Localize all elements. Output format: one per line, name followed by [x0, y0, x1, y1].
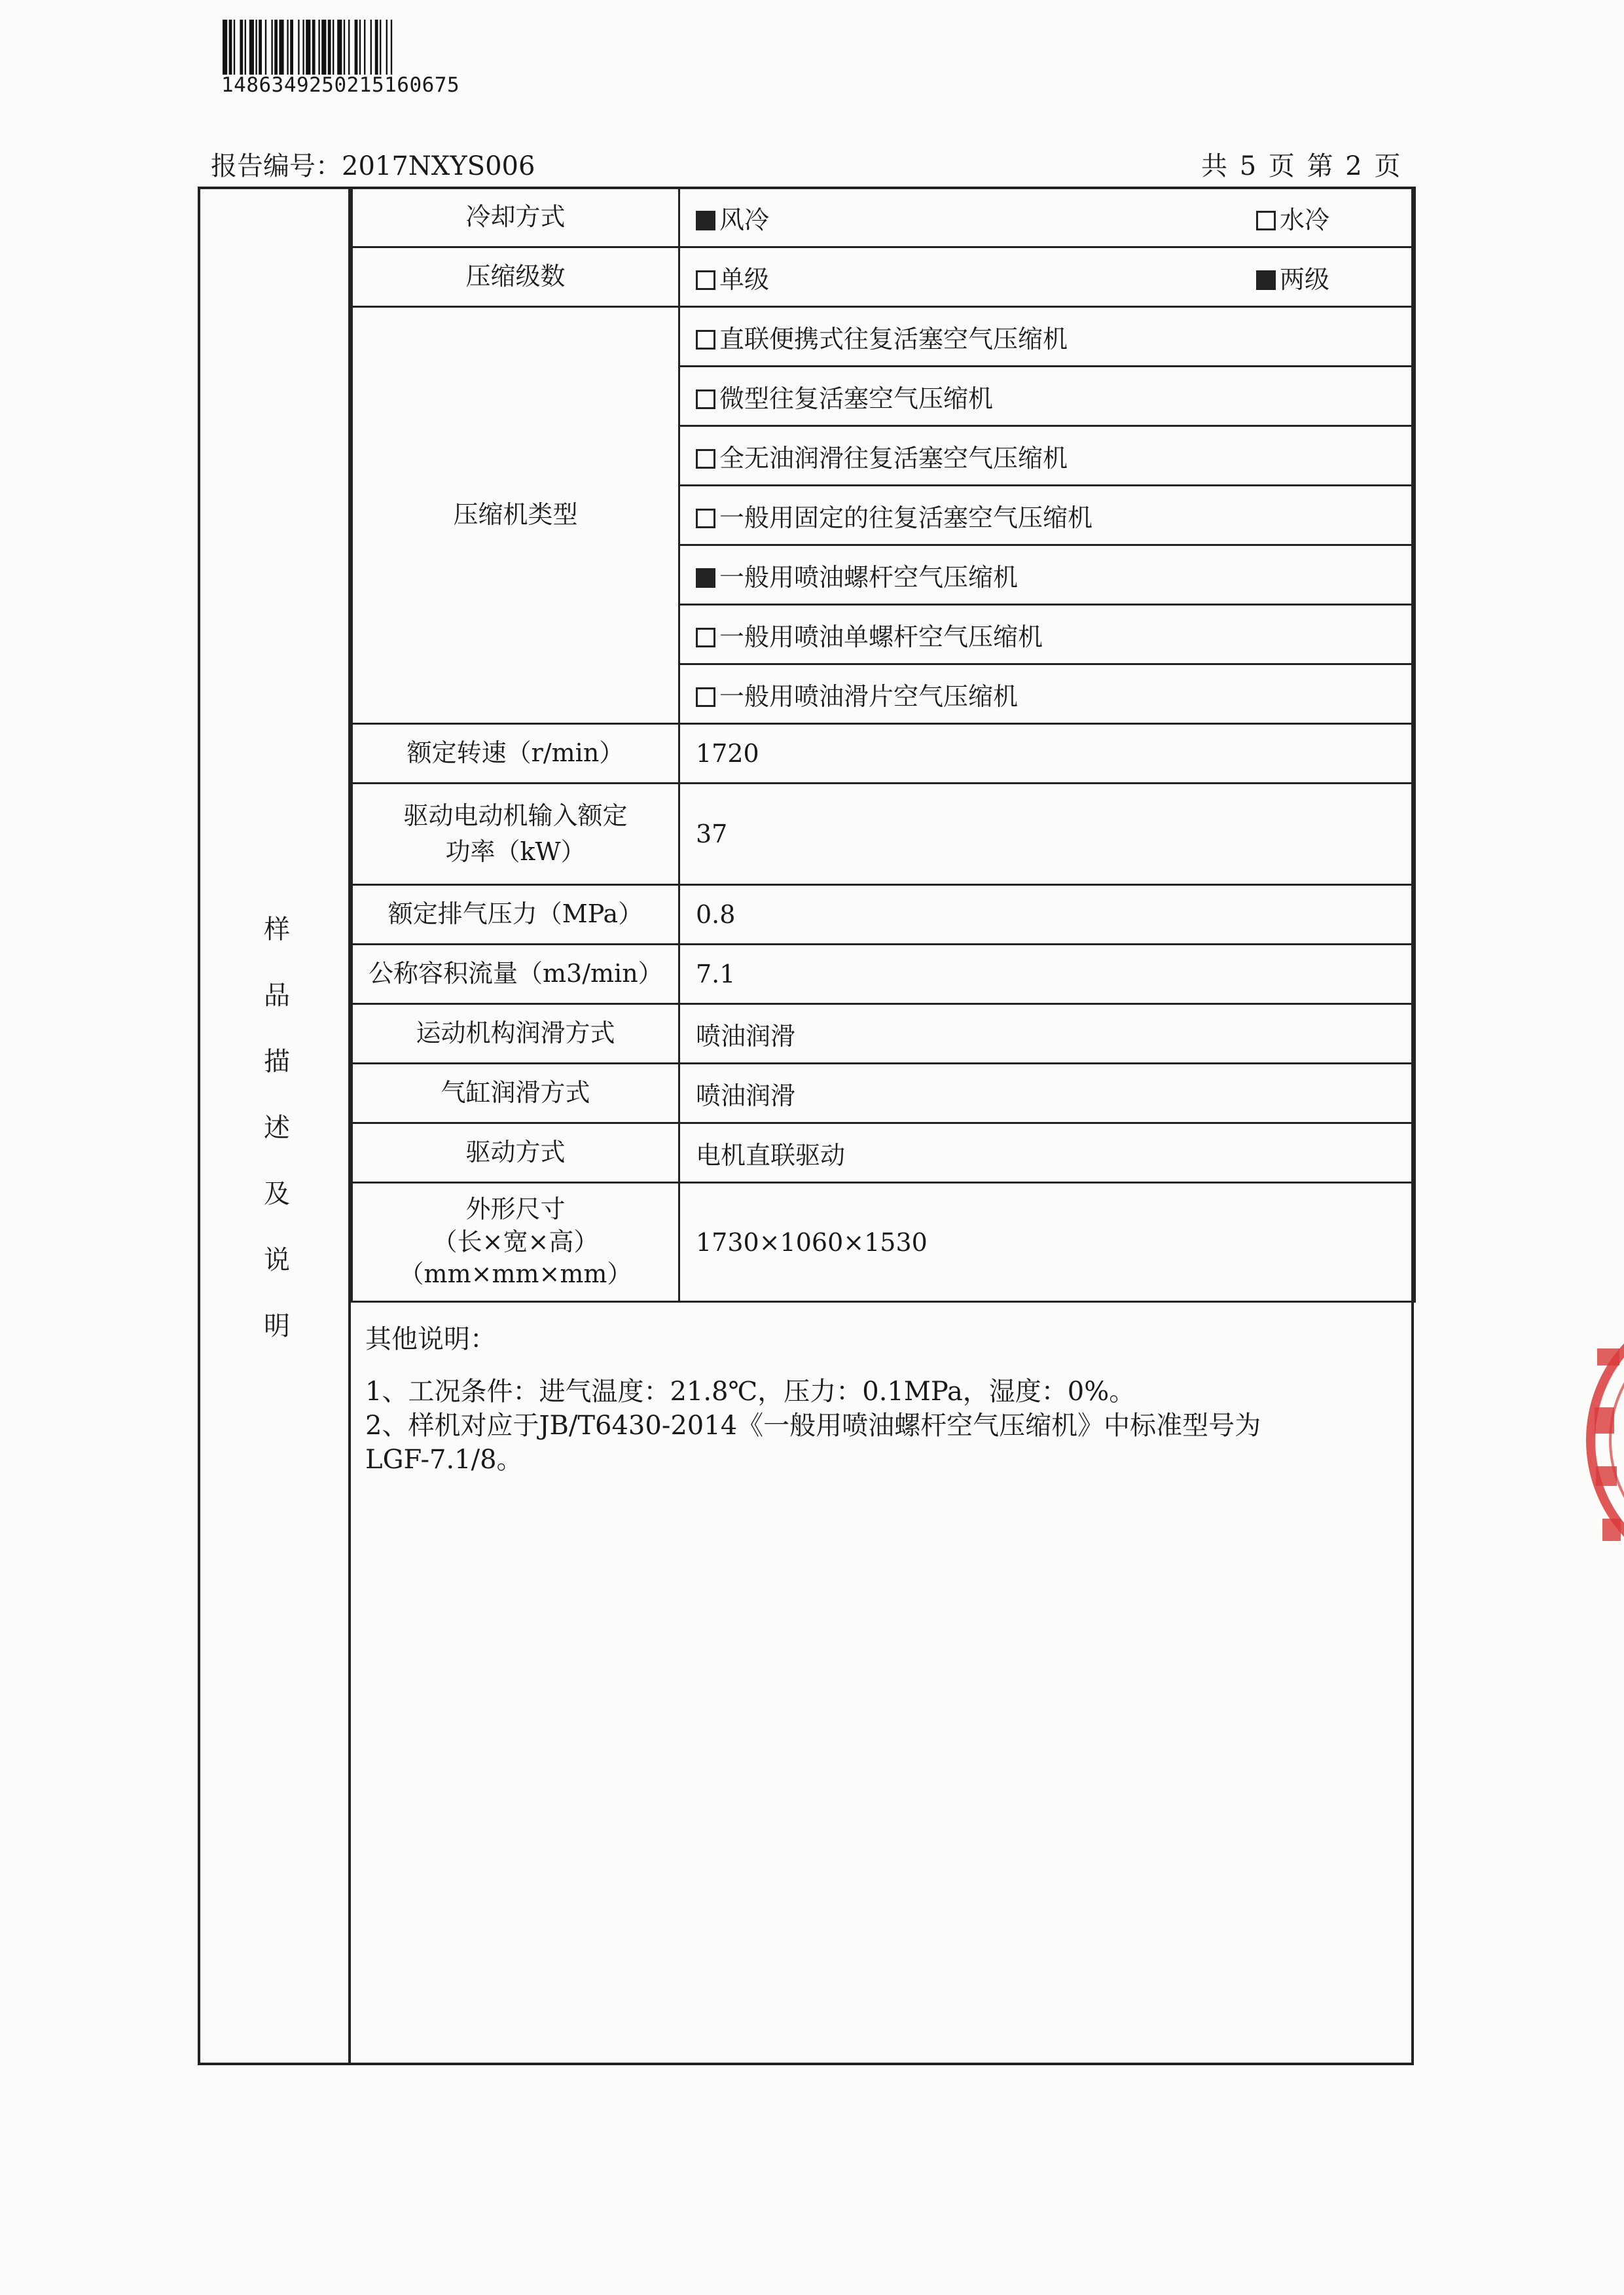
type-option: 一般用固定的往复活塞空气压缩机 [679, 486, 1415, 545]
option-single-stage: 单级 [696, 265, 769, 294]
cooling-label: 冷却方式 [352, 188, 679, 247]
checkbox-icon [696, 568, 715, 588]
cylinder-lube-label: 气缸润滑方式 [352, 1064, 679, 1123]
notes-title: 其他说明： [365, 1324, 496, 1354]
drive-value: 电机直联驱动 [679, 1123, 1415, 1183]
row-cooling [352, 188, 1415, 247]
motion-lube-value: 喷油润滑 [679, 1004, 1415, 1064]
checkbox-icon [1256, 211, 1276, 230]
other-notes [365, 1322, 1386, 1477]
cylinder-lube-value: 喷油润滑 [679, 1064, 1415, 1123]
compressor-type-label: 压缩机类型 [352, 307, 679, 724]
spec-table [351, 187, 1416, 1303]
checkbox-icon [696, 270, 715, 290]
checkbox-icon [696, 628, 715, 647]
checkbox-icon [696, 211, 715, 230]
checkbox-icon [696, 449, 715, 469]
type-option: 一般用喷油滑片空气压缩机 [679, 664, 1415, 724]
option-air-cooled: 风冷 [696, 206, 769, 234]
type-option: 一般用喷油单螺杆空气压缩机 [679, 605, 1415, 664]
checkbox-icon [696, 509, 715, 528]
speed-label: 额定转速（r/min） [352, 724, 679, 784]
row-motion-lube [352, 1004, 1415, 1064]
type-option: 一般用喷油螺杆空气压缩机 [679, 545, 1415, 605]
motion-lube-label: 运动机构润滑方式 [352, 1004, 679, 1064]
drive-label: 驱动方式 [352, 1123, 679, 1183]
dimensions-label: 外形尺寸 （长×宽×高） （mm×mm×mm） [352, 1183, 679, 1302]
row-dimensions [352, 1183, 1415, 1302]
stages-label: 压缩级数 [352, 247, 679, 307]
dimensions-value: 1730×1060×1530 [679, 1183, 1415, 1302]
type-option: 直联便携式往复活塞空气压缩机 [679, 307, 1415, 367]
cooling-value [679, 188, 1415, 247]
checkbox-icon [696, 389, 715, 409]
power-value: 37 [679, 784, 1415, 885]
row-compressor-type [352, 307, 1415, 367]
note-line: 2、样机对应于JB/T6430-2014《一般用喷油螺杆空气压缩机》中标准型号为 [365, 1411, 1261, 1441]
option-two-stage: 两级 [1256, 259, 1329, 295]
report-number: 报告编号：2017NXYS006 [211, 151, 535, 181]
row-speed [352, 724, 1415, 784]
type-option: 微型往复活塞空气压缩机 [679, 367, 1415, 426]
row-cylinder-lube [352, 1064, 1415, 1123]
pressure-value: 0.8 [679, 885, 1415, 945]
row-drive [352, 1123, 1415, 1183]
note-line: 1、工况条件：进气温度：21.8℃，压力：0.1MPa，湿度：0%。 [365, 1377, 1136, 1407]
row-stages [352, 247, 1415, 307]
power-label: 驱动电动机输入额定 功率（kW） [352, 784, 679, 885]
stages-value [679, 247, 1415, 307]
speed-value: 1720 [679, 724, 1415, 784]
barcode-number: 1486349250215160675 [221, 73, 460, 97]
row-power [352, 784, 1415, 885]
checkbox-icon [696, 687, 715, 707]
note-line: LGF-7.1/8。 [365, 1445, 523, 1475]
row-flow [352, 945, 1415, 1004]
section-label: 样 品 描 述 及 说 明 [264, 914, 290, 1341]
checkbox-icon [1256, 270, 1276, 290]
barcode [223, 20, 491, 75]
checkbox-icon [696, 330, 715, 350]
flow-label: 公称容积流量（m3/min） [352, 945, 679, 1004]
page-indicator: 共 5 页 第 2 页 [1201, 151, 1401, 181]
flow-value: 7.1 [679, 945, 1415, 1004]
row-pressure [352, 885, 1415, 945]
stamp-icon [1571, 1283, 1624, 1597]
pressure-label: 额定排气压力（MPa） [352, 885, 679, 945]
type-option: 全无油润滑往复活塞空气压缩机 [679, 426, 1415, 486]
option-water-cooled: 水冷 [1256, 200, 1329, 236]
